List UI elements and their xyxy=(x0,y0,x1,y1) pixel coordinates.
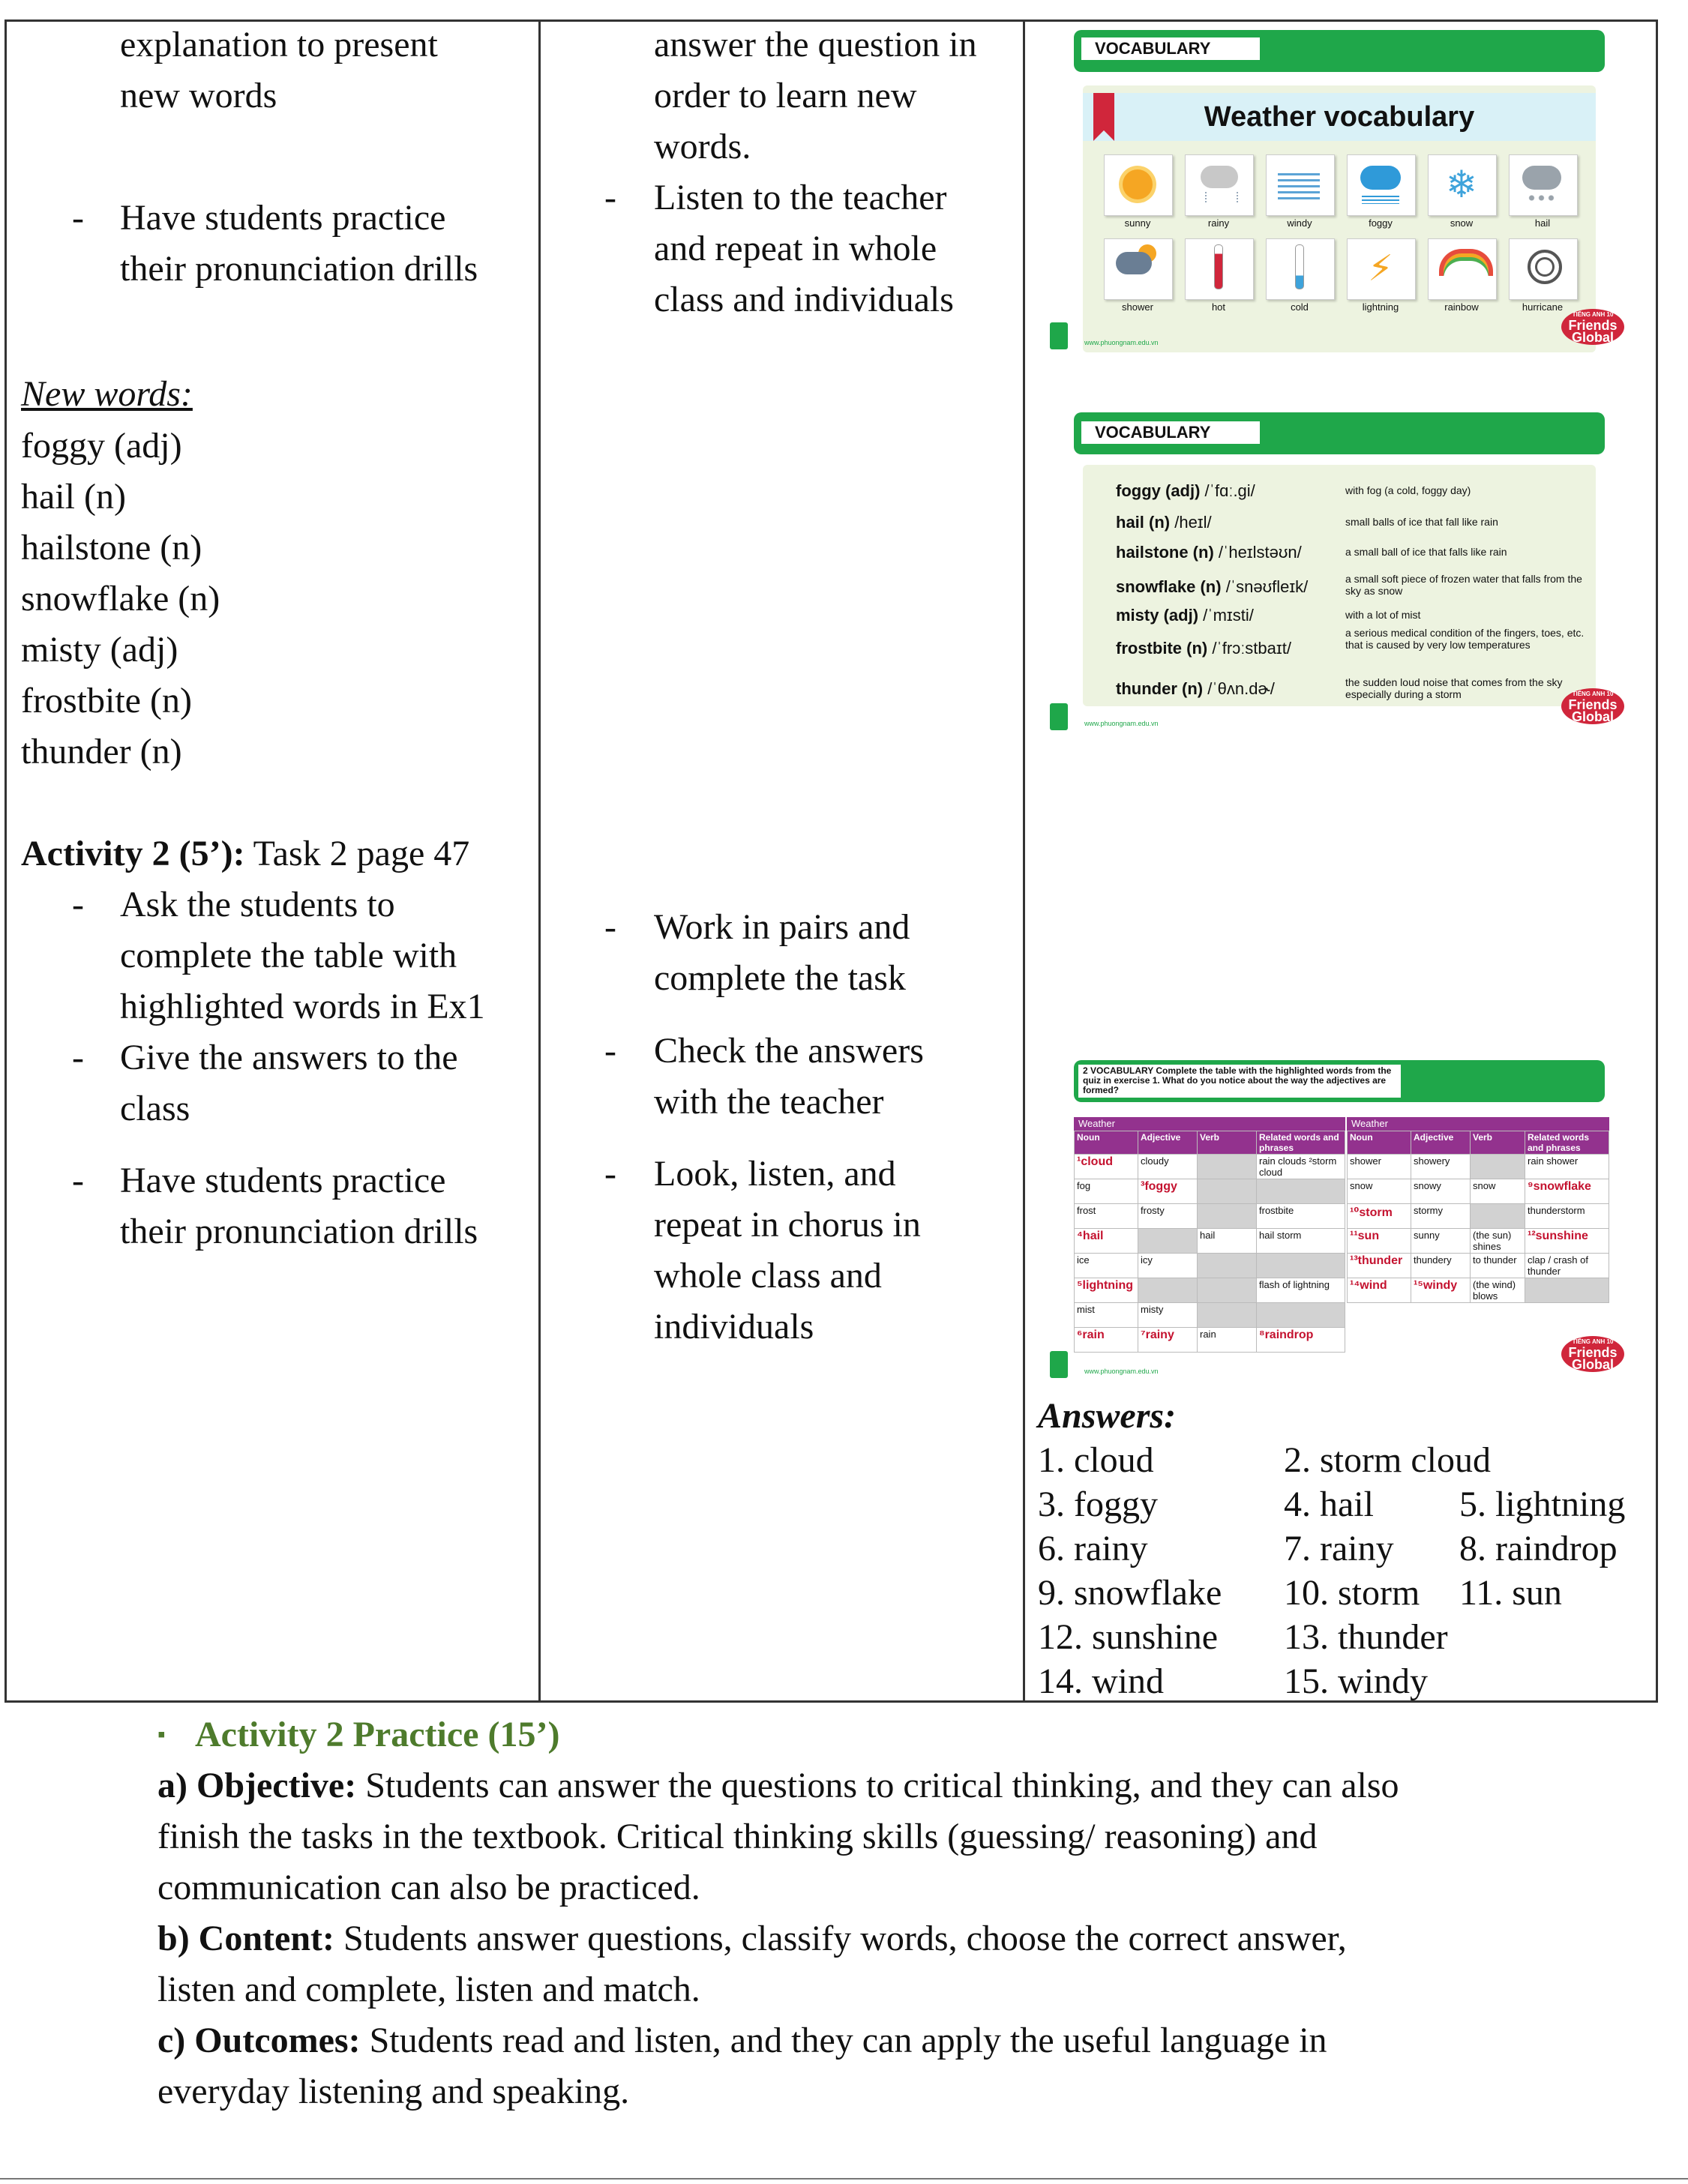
table-cell: rain xyxy=(1198,1328,1257,1353)
table-cell: flash of lightning xyxy=(1257,1278,1345,1303)
icon-caption: hot xyxy=(1211,301,1226,313)
weather-table-left xyxy=(1074,1131,1345,1353)
bullet-dash: - xyxy=(604,907,616,947)
vocab-word-row xyxy=(1116,481,1255,501)
table-header: Noun xyxy=(1075,1131,1138,1155)
table-row xyxy=(1348,1204,1609,1229)
slide-weather-table xyxy=(1047,1057,1632,1387)
vocab-word-row xyxy=(1116,639,1291,658)
table-cell: to thunder xyxy=(1471,1254,1525,1278)
new-word-item: snowflake (n) xyxy=(21,579,220,619)
table-row xyxy=(1348,1155,1609,1179)
answer-item: 3. foggy xyxy=(1038,1484,1158,1524)
vocab-word: hailstone (n) xyxy=(1116,543,1214,562)
slide-title: Weather vocabulary xyxy=(1204,101,1475,133)
answer-item: 15. windy xyxy=(1284,1661,1428,1701)
col2-line: class and individuals xyxy=(654,280,954,319)
table-row xyxy=(1075,1278,1345,1303)
objective-text: Students can answer the questions to critical thinking, and they can also xyxy=(356,1766,1399,1805)
table-cell: ⁴hail xyxy=(1075,1229,1138,1254)
table-cell: ⁸raindrop xyxy=(1257,1328,1345,1353)
col2-line: Listen to the teacher xyxy=(654,178,947,217)
icon-caption: lightning xyxy=(1362,301,1399,313)
fog-cloud-icon xyxy=(1360,166,1401,190)
cold-thermometer-icon xyxy=(1295,244,1304,289)
table-cell: ice xyxy=(1075,1254,1138,1278)
table-title: Weather xyxy=(1347,1117,1609,1131)
table-title: Weather xyxy=(1074,1117,1345,1131)
vocab-definition: with a lot of mist xyxy=(1345,609,1421,621)
answer-item: 10. storm xyxy=(1284,1573,1420,1613)
table-cell: (the wind) blows xyxy=(1471,1278,1525,1303)
table-cell: fog xyxy=(1075,1179,1138,1204)
table-header: Related words and phrases xyxy=(1525,1131,1609,1155)
col2-line: whole class and xyxy=(654,1256,882,1296)
practice-bullet: ▪ xyxy=(157,1722,166,1747)
table-cell: ¹¹sun xyxy=(1348,1229,1411,1254)
objective-line xyxy=(157,1760,1399,1811)
table-cell xyxy=(1198,1155,1257,1179)
logo-subtitle: TIẾNG ANH 10 xyxy=(1572,311,1614,318)
col1-line: their pronunciation drills xyxy=(120,249,478,289)
table-border-right xyxy=(1656,19,1658,1703)
friends-global-logo xyxy=(1561,688,1624,724)
vocab-ipa: /ˈmɪsti/ xyxy=(1198,606,1254,625)
table-cell: stormy xyxy=(1411,1204,1471,1229)
hurricane-icon xyxy=(1528,250,1562,284)
table-cell: thundery xyxy=(1411,1254,1471,1278)
table-cell: snow xyxy=(1348,1179,1411,1204)
table-cell xyxy=(1198,1204,1257,1229)
table-cell: hail xyxy=(1198,1229,1257,1254)
table-cell: ⁹snowflake xyxy=(1525,1179,1609,1204)
activity-label: Activity 2 (5’): xyxy=(21,834,245,873)
vocab-definition: a small soft piece of frozen water that falls from the sky as snow xyxy=(1345,573,1582,597)
content-label: b) Content: xyxy=(157,1919,334,1958)
answer-item: 4. hail xyxy=(1284,1484,1374,1524)
table-cell: frosty xyxy=(1138,1204,1198,1229)
vocab-word-row xyxy=(1116,606,1254,625)
logo-subtitle: TIẾNG ANH 10 xyxy=(1572,691,1614,697)
icon-caption: rainy xyxy=(1207,217,1230,229)
logo-subtitle: TIẾNG ANH 10 xyxy=(1572,1338,1614,1345)
logo-title: Friends Global xyxy=(1568,697,1618,724)
new-word-item: misty (adj) xyxy=(21,630,178,670)
objective-line: finish the tasks in the textbook. Critical thinking skills (guessing/ reasoning) and xyxy=(157,1817,1318,1856)
icon-caption: hurricane xyxy=(1522,301,1564,313)
answer-item: 9. snowflake xyxy=(1038,1573,1222,1613)
col1-line: Have students practice xyxy=(120,198,446,238)
vocab-word-row xyxy=(1116,513,1212,532)
answer-item: 7. rainy xyxy=(1284,1529,1394,1568)
table-header: Adjective xyxy=(1411,1131,1471,1155)
col2-line: Check the answers xyxy=(654,1031,924,1071)
outcomes-label: c) Outcomes: xyxy=(157,2021,361,2060)
logo-title: Friends Global xyxy=(1568,1345,1618,1372)
new-word-item: foggy (adj) xyxy=(21,426,182,466)
table-cell: snowy xyxy=(1411,1179,1471,1204)
bullet-dash: - xyxy=(604,178,616,217)
bullet-dash: - xyxy=(72,1161,84,1200)
table-cell xyxy=(1198,1179,1257,1204)
table-divider-2 xyxy=(1023,19,1025,1703)
col1-line: Ask the students to xyxy=(120,885,395,924)
answer-item: 2. storm cloud xyxy=(1284,1440,1491,1480)
bullet-dash: - xyxy=(604,1154,616,1194)
activity-heading xyxy=(21,828,469,879)
vocab-tag: VOCABULARY xyxy=(1081,421,1260,444)
table-header: Related words and phrases xyxy=(1257,1131,1345,1155)
friends-global-logo xyxy=(1561,309,1624,345)
table-cell: rain shower xyxy=(1525,1155,1609,1179)
col2-line: answer the question in xyxy=(654,25,977,64)
col2-line: words. xyxy=(654,127,751,166)
table-cell: snow xyxy=(1471,1179,1525,1204)
publisher-logo xyxy=(1050,1351,1068,1378)
publisher-site: www.phuongnam.edu.vn xyxy=(1084,339,1159,346)
vocab-word-row xyxy=(1116,543,1302,562)
new-word-item: frostbite (n) xyxy=(21,681,192,721)
icon-caption: windy xyxy=(1287,217,1312,229)
table-cell: ¹²sunshine xyxy=(1525,1229,1609,1254)
col2-line: Look, listen, and xyxy=(654,1154,896,1194)
friends-global-logo xyxy=(1561,1336,1624,1372)
publisher-site: www.phuongnam.edu.vn xyxy=(1084,720,1159,727)
table-cell: showery xyxy=(1411,1155,1471,1179)
col1-line: Give the answers to the xyxy=(120,1038,458,1077)
table-row xyxy=(1075,1303,1345,1328)
content-line: listen and complete, listen and match. xyxy=(157,1970,700,2009)
table-cell: clap / crash of thunder xyxy=(1525,1254,1609,1278)
page-divider xyxy=(0,2178,1688,2180)
col2-line: Work in pairs and xyxy=(654,907,910,947)
logo-title: Friends Global xyxy=(1568,318,1618,345)
vocab-word-row xyxy=(1116,577,1308,597)
table-cell: (the sun) shines xyxy=(1471,1229,1525,1254)
icon-caption: sunny xyxy=(1124,217,1151,229)
vocab-ipa: /ˈfrɔːstbaɪt/ xyxy=(1207,639,1291,658)
new-word-item: thunder (n) xyxy=(21,732,182,771)
wind-icon xyxy=(1278,169,1320,199)
col1-line: class xyxy=(120,1089,190,1128)
table-cell: ¹³thunder xyxy=(1348,1254,1411,1278)
answers-heading: Answers: xyxy=(1038,1396,1177,1436)
table-cell: ³foggy xyxy=(1138,1179,1198,1204)
answer-item: 6. rainy xyxy=(1038,1529,1148,1568)
table-header: Verb xyxy=(1471,1131,1525,1155)
vocab-definition: small balls of ice that fall like rain xyxy=(1345,516,1498,528)
table-row xyxy=(1075,1179,1345,1204)
fog-lines-icon xyxy=(1362,193,1399,204)
table-cell xyxy=(1525,1278,1609,1303)
table-cell: icy xyxy=(1138,1254,1198,1278)
content-text: Students answer questions, classify words, choose the correct answer, xyxy=(334,1919,1347,1958)
hail-dots-icon xyxy=(1527,193,1557,202)
table-header: Verb xyxy=(1198,1131,1257,1155)
table-cell: ¹⁴wind xyxy=(1348,1278,1411,1303)
outcomes-text: Students read and listen, and they can apply the useful language in xyxy=(360,2021,1327,2060)
icon-caption: cold xyxy=(1291,301,1309,313)
icon-caption: shower xyxy=(1122,301,1153,313)
vocab-ipa: /ˈheɪlstəʊn/ xyxy=(1213,543,1302,562)
table-cell: ¹cloud xyxy=(1075,1155,1138,1179)
answer-item: 14. wind xyxy=(1038,1661,1164,1701)
table-cell xyxy=(1198,1254,1257,1278)
vocab-word: hail (n) xyxy=(1116,513,1171,532)
vocab-word: misty (adj) xyxy=(1116,606,1199,625)
table-cell xyxy=(1257,1303,1345,1328)
vocab-tag: VOCABULARY xyxy=(1081,37,1260,60)
activity-task: Task 2 page 47 xyxy=(244,834,470,873)
answer-item: 8. raindrop xyxy=(1459,1529,1618,1568)
bullet-dash: - xyxy=(72,885,84,924)
objective-line: communication can also be practiced. xyxy=(157,1868,700,1907)
rain-cloud-icon xyxy=(1201,166,1238,188)
table-cell: hail storm xyxy=(1257,1229,1345,1254)
vocab-definition: with fog (a cold, foggy day) xyxy=(1345,484,1471,496)
table-cell: ¹⁰storm xyxy=(1348,1204,1411,1229)
col2-line: with the teacher xyxy=(654,1082,884,1122)
table-cell: misty xyxy=(1138,1303,1198,1328)
table-cell: ⁵lightning xyxy=(1075,1278,1138,1303)
table-cell: frostbite xyxy=(1257,1204,1345,1229)
vocab-word: foggy (adj) xyxy=(1116,481,1201,500)
answer-item: 13. thunder xyxy=(1284,1617,1448,1657)
table-cell xyxy=(1198,1278,1257,1303)
vocab-word: thunder (n) xyxy=(1116,679,1204,698)
practice-heading: Activity 2 Practice (15’) xyxy=(195,1715,560,1754)
hail-cloud-icon xyxy=(1522,166,1561,190)
col1-line: Have students practice xyxy=(120,1161,446,1200)
table-row xyxy=(1348,1254,1609,1278)
table-row xyxy=(1348,1229,1609,1254)
icon-caption: foggy xyxy=(1369,217,1393,229)
exercise-instruction: 2 VOCABULARY Complete the table with the highlighted words from the quiz in exercise 1. What do you notice about the way the adjectives are formed? xyxy=(1083,1065,1392,1095)
table-cell: thunderstorm xyxy=(1525,1204,1609,1229)
content-line xyxy=(157,1913,1347,1964)
table-cell: ¹⁵windy xyxy=(1411,1278,1471,1303)
bullet-dash: - xyxy=(604,1031,616,1071)
table-row xyxy=(1348,1179,1609,1204)
col2-line: and repeat in whole xyxy=(654,229,937,268)
outcomes-line xyxy=(157,2015,1327,2066)
icon-caption: snow xyxy=(1450,217,1474,229)
table-border-left xyxy=(4,19,7,1703)
icon-caption: rainbow xyxy=(1444,301,1479,313)
table-cell: ⁷rainy xyxy=(1138,1328,1198,1353)
table-row xyxy=(1348,1278,1609,1303)
table-header: Noun xyxy=(1348,1131,1411,1155)
slide-weather-icons xyxy=(1047,27,1632,357)
slide-vocab-definitions xyxy=(1047,409,1632,739)
table-cell: rain clouds ²storm cloud xyxy=(1257,1155,1345,1179)
rain-drops-icon xyxy=(1205,192,1238,202)
table-cell: sunny xyxy=(1411,1229,1471,1254)
vocab-ipa: /heɪl/ xyxy=(1170,513,1212,532)
table-cell xyxy=(1471,1155,1525,1179)
col2-line: complete the task xyxy=(654,958,906,998)
table-cell: mist xyxy=(1075,1303,1138,1328)
new-words-heading: New words: xyxy=(21,374,193,414)
answer-item: 5. lightning xyxy=(1459,1484,1626,1524)
lightning-icon: ⚡ xyxy=(1368,247,1393,289)
publisher-logo xyxy=(1050,322,1068,349)
hot-thermometer-icon xyxy=(1214,244,1223,289)
icon-caption: hail xyxy=(1534,217,1551,229)
vocab-word: snowflake (n) xyxy=(1116,577,1222,596)
vocab-definition: a serious medical condition of the fingers, toes, etc. that is caused by very low temperatures xyxy=(1345,627,1585,651)
table-header: Adjective xyxy=(1138,1131,1198,1155)
col2-line: individuals xyxy=(654,1307,814,1347)
vocab-ipa: /ˈθʌn.dɚ/ xyxy=(1203,679,1275,698)
objective-label: a) Objective: xyxy=(157,1766,357,1805)
outcomes-line: everyday listening and speaking. xyxy=(157,2072,630,2111)
col1-line: their pronunciation drills xyxy=(120,1212,478,1251)
table-cell xyxy=(1257,1254,1345,1278)
table-cell xyxy=(1471,1204,1525,1229)
col1-line: complete the table with xyxy=(120,936,457,975)
vocab-word: frostbite (n) xyxy=(1116,639,1208,658)
answer-item: 11. sun xyxy=(1459,1573,1562,1613)
table-cell: shower xyxy=(1348,1155,1411,1179)
col2-line: order to learn new xyxy=(654,76,917,115)
table-cell xyxy=(1138,1229,1198,1254)
vocab-definition: the sudden loud noise that comes from the sky especially during a storm xyxy=(1345,676,1563,700)
table-cell xyxy=(1257,1179,1345,1204)
new-word-item: hail (n) xyxy=(21,477,126,517)
bullet-dash: - xyxy=(72,1038,84,1077)
vocab-ipa: /ˈfɑː.gi/ xyxy=(1200,481,1255,500)
publisher-site: www.phuongnam.edu.vn xyxy=(1084,1368,1159,1375)
publisher-logo xyxy=(1050,703,1068,730)
table-cell xyxy=(1198,1303,1257,1328)
table-cell: cloudy xyxy=(1138,1155,1198,1179)
vocab-ipa: /ˈsnəʊfleɪk/ xyxy=(1221,577,1309,596)
answer-item: 1. cloud xyxy=(1038,1440,1154,1480)
table-cell xyxy=(1138,1278,1198,1303)
table-row xyxy=(1075,1155,1345,1179)
table-divider-1 xyxy=(538,19,541,1703)
vocab-definition: a small ball of ice that falls like rain xyxy=(1345,546,1507,558)
vocab-word-row xyxy=(1116,679,1275,699)
col1-line: new words xyxy=(120,76,277,115)
col1-line: highlighted words in Ex1 xyxy=(120,987,485,1026)
sun-icon xyxy=(1123,169,1153,199)
col2-line: repeat in chorus in xyxy=(654,1205,921,1245)
table-cell: ⁶rain xyxy=(1075,1328,1138,1353)
table-row xyxy=(1075,1254,1345,1278)
col1-line: explanation to present xyxy=(120,25,438,64)
table-row xyxy=(1075,1204,1345,1229)
table-row xyxy=(1075,1328,1345,1353)
bullet-dash: - xyxy=(72,198,84,238)
table-cell: frost xyxy=(1075,1204,1138,1229)
new-word-item: hailstone (n) xyxy=(21,528,202,568)
weather-table-right xyxy=(1347,1131,1609,1303)
answer-item: 12. sunshine xyxy=(1038,1617,1218,1657)
snowflake-icon: ❄ xyxy=(1446,163,1477,206)
shower-cloud-icon xyxy=(1116,252,1152,274)
table-row xyxy=(1075,1229,1345,1254)
